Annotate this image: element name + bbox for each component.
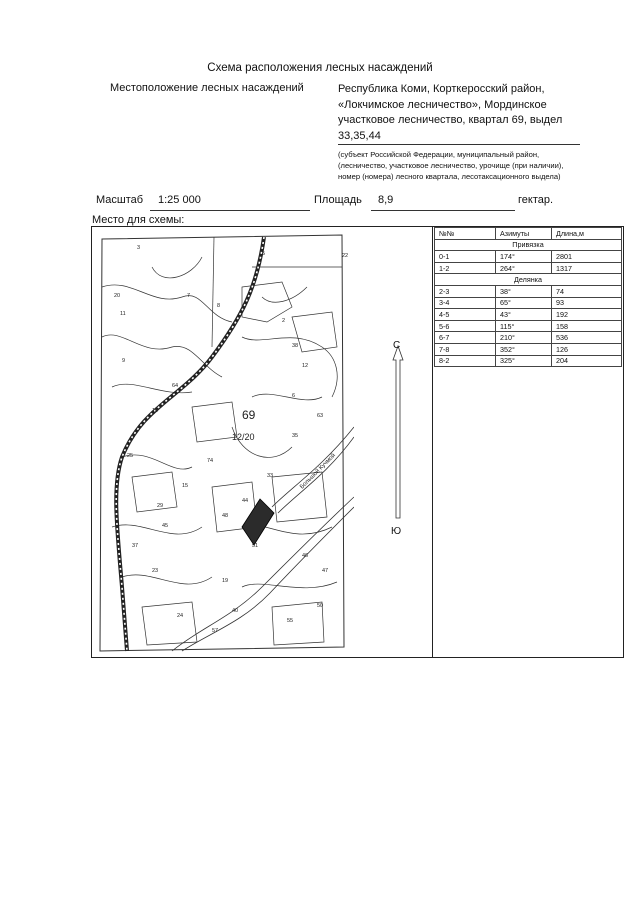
azimuth: 43° [496, 309, 552, 321]
parcel-number: 35 [292, 433, 299, 439]
table-row [435, 309, 622, 321]
parcel-number: 38 [292, 343, 299, 349]
length: 126 [552, 343, 622, 355]
parcel-number: 22 [342, 253, 349, 259]
parcel-number: 24 [177, 613, 184, 619]
parcel-number: 74 [207, 458, 214, 464]
area-unit: гектар. [518, 194, 554, 206]
location-line: участковое лесничество, квартал 69, выдел [338, 114, 563, 126]
parcel-number: 5 [262, 251, 266, 257]
segment: 1-2 [435, 262, 496, 274]
parcel-number: 12 [302, 363, 309, 369]
parcel-number: 55 [287, 618, 294, 624]
area-value: 8,9 [378, 194, 394, 206]
polygon-label: 12/20 [232, 432, 255, 442]
compass-south: Ю [391, 526, 402, 537]
length: 2801 [552, 251, 622, 263]
length: 158 [552, 320, 622, 332]
azimuth: 38° [496, 285, 552, 297]
table-row [435, 251, 622, 263]
segment: 8-2 [435, 355, 496, 367]
header-numbers: №№ [435, 228, 496, 240]
parcel-number: 33 [267, 473, 274, 479]
azimuth: 65° [496, 297, 552, 309]
parcel-number: 44 [242, 498, 249, 504]
parcel-number: 48 [222, 513, 229, 519]
area-underline [371, 210, 515, 211]
table-row [435, 320, 622, 332]
parcel-number: 7 [187, 293, 191, 299]
section-row [435, 274, 622, 286]
azimuth: 264° [496, 262, 552, 274]
table-row [435, 285, 622, 297]
parcel-number: 47 [322, 568, 329, 574]
header-azimuth: Азимуты [496, 228, 552, 240]
parcel-number: 45 [162, 523, 169, 529]
location-note [338, 149, 588, 183]
parcel-number: 29 [157, 503, 164, 509]
azimuth: 210° [496, 332, 552, 344]
parcel-number: 64 [172, 383, 179, 389]
length: 204 [552, 355, 622, 367]
segment: 2-3 [435, 285, 496, 297]
scheme-label: Место для схемы: [92, 214, 185, 226]
segment: 0-1 [435, 251, 496, 263]
section-title: Привязка [435, 239, 622, 251]
parcel-number: 23 [152, 568, 159, 574]
location-line: «Локчимское лесничество», Мординское [338, 98, 547, 111]
forest-map [92, 227, 354, 655]
parcel-number: 37 [132, 543, 139, 549]
location-label: Местоположение лесных насаждений [110, 82, 304, 94]
parcel-number: 9 [122, 358, 126, 364]
azimuth-table [434, 227, 622, 367]
parcel-number: 3 [137, 245, 141, 251]
table-header-row [435, 228, 622, 240]
azimuth: 174° [496, 251, 552, 263]
length: 536 [552, 332, 622, 344]
segment: 5-6 [435, 320, 496, 332]
location-note-line: номер (номера) лесного квартала, лесотаксационного выдела) [338, 172, 561, 182]
compass-north: С [393, 340, 401, 351]
table-row [435, 297, 622, 309]
stream-name: Большой Кучмой [299, 452, 337, 491]
segment: 3-4 [435, 297, 496, 309]
scale-underline [150, 210, 310, 211]
parcel-number: 15 [182, 483, 189, 489]
table-row [435, 355, 622, 367]
scale-label: Масштаб [96, 194, 144, 206]
length: 192 [552, 309, 622, 321]
azimuth: 115° [496, 320, 552, 332]
parcel-number: 19 [222, 578, 229, 584]
parcel-number: 57 [212, 628, 219, 634]
table-row [435, 343, 622, 355]
azimuth: 325° [496, 355, 552, 367]
section-title: Делянка [435, 274, 622, 286]
document-title: Схема расположения лесных насаждений [207, 62, 433, 74]
segment: 4-5 [435, 309, 496, 321]
parcel-number: 10 [152, 408, 159, 414]
location-note-line: (лесничество, участковое лесничество, урочище (при наличии), [338, 161, 564, 171]
parcel-number: 1 [132, 433, 136, 439]
parcel-number: 63 [317, 413, 324, 419]
segment: 6-7 [435, 332, 496, 344]
length: 93 [552, 297, 622, 309]
length: 74 [552, 285, 622, 297]
quarter-number: 69 [242, 408, 256, 422]
compass-arrow [388, 338, 408, 538]
parcel-number: 20 [114, 293, 121, 299]
parcel-number: 11 [120, 311, 126, 317]
table-row [435, 332, 622, 344]
parcel-number: 6 [292, 393, 296, 399]
location-underline [338, 144, 580, 145]
azimuth: 352° [496, 343, 552, 355]
segment: 7-8 [435, 343, 496, 355]
scale-value: 1:25 000 [158, 194, 201, 206]
section-row [435, 239, 622, 251]
length: 1317 [552, 262, 622, 274]
area-label: Площадь [314, 194, 362, 206]
parcel-number: 8 [217, 303, 221, 309]
parcel-number: 50 [317, 603, 324, 609]
scheme-divider [432, 226, 433, 657]
parcel-number: 2 [282, 318, 286, 324]
table-row [435, 262, 622, 274]
location-line: Республика Коми, Корткеросский район, [338, 83, 545, 95]
parcel-number: 40 [232, 608, 239, 614]
location-line: 33,35,44 [338, 129, 381, 142]
location-value [338, 82, 562, 144]
location-note-line: (субъект Российской Федерации, муниципальный район, [338, 150, 540, 159]
header-length: Длина,м [552, 228, 622, 240]
parcel-number: 51 [252, 543, 259, 549]
parcel-number: 46 [302, 553, 309, 559]
parcel-number: 25 [127, 453, 134, 459]
